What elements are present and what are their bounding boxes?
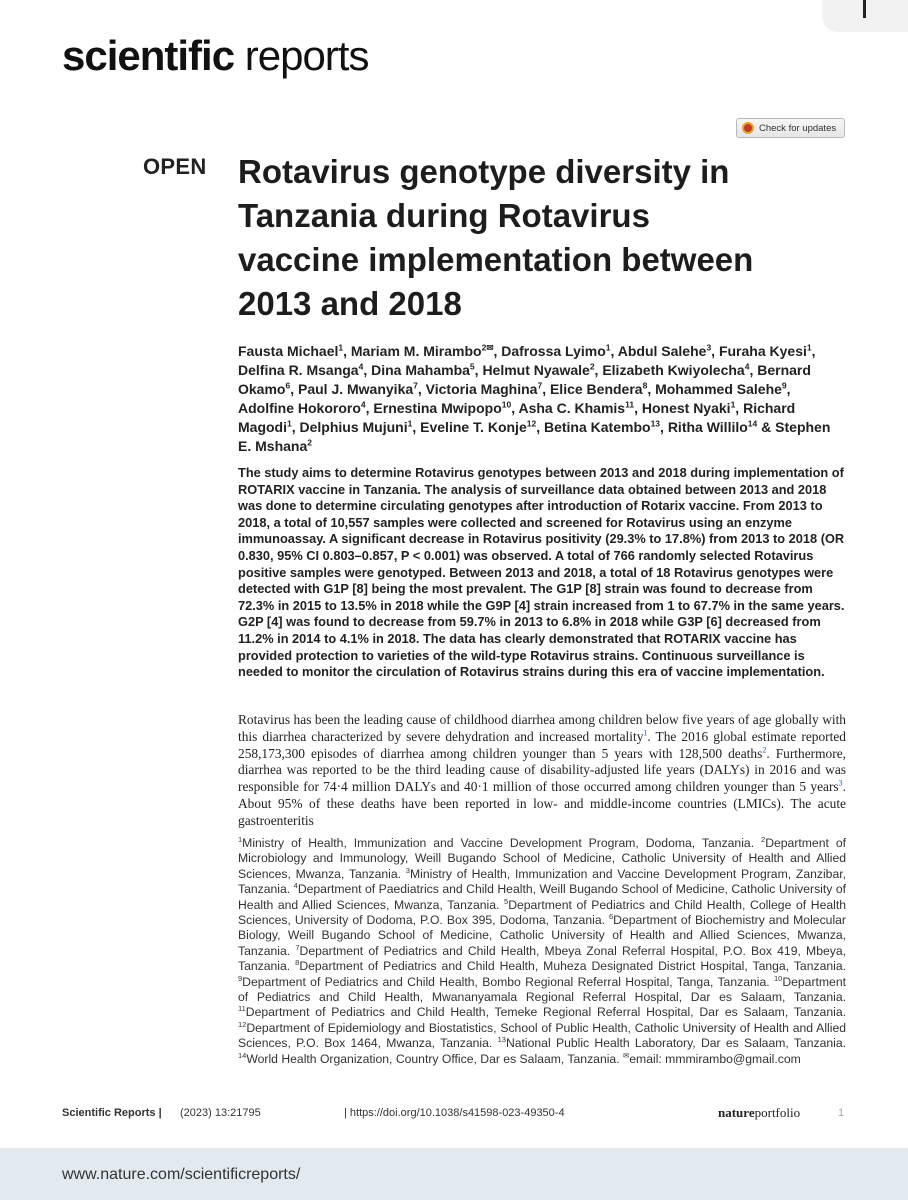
author-name[interactable]: Helmut Nyawale: [482, 362, 590, 378]
author-affiliation-ref: 3: [706, 342, 712, 353]
page-number: 1: [838, 1107, 845, 1119]
affiliation-number: 7: [295, 942, 300, 952]
author-affiliation-ref: 11: [625, 399, 635, 410]
affiliations: [238, 836, 846, 1067]
reference-link[interactable]: 2: [762, 745, 767, 755]
affiliation-number: 12: [238, 1019, 247, 1029]
author-name[interactable]: Abdul Salehe: [617, 343, 707, 359]
author-name[interactable]: Mohammed Salehe: [655, 381, 782, 397]
affiliation-text: Department of Pediatrics and Child Health, College of Health Sciences, University of Dodoma, P.O. Box 395, Dodoma, Tanzania.: [238, 897, 846, 928]
affiliation-number: 11: [238, 1004, 246, 1014]
body-text-segment: Rotavirus has been the leading cause of childhood diarrhea among children below five years of age globally with this diarrhea characterized by severe dehydration and increased mortality: [238, 712, 846, 744]
author-name[interactable]: Ritha Willilo: [667, 419, 748, 435]
author-affiliation-ref: 9: [781, 380, 787, 391]
affiliation-text: National Public Health Laboratory, Dar es Salaam, Tanzania.: [505, 1036, 846, 1051]
author-affiliation-ref: 10: [501, 399, 512, 410]
affiliation-number: 3: [405, 865, 410, 875]
affiliation-text: Department of Microbiology and Immunology, Weill Bugando School of Medicine, Catholic University of Health and Allied Sciences, Mwanza, Tanzania.: [238, 836, 846, 881]
journal-logo-light: reports: [234, 32, 369, 79]
affiliation-number: 6: [609, 911, 614, 921]
author-affiliation-ref: 6: [285, 380, 291, 391]
affiliation-text: Ministry of Health, Immunization and Vaccine Development Program, Dodoma, Tanzania.: [242, 836, 762, 850]
affiliation-number: 1: [238, 834, 243, 844]
author-name[interactable]: Richard Magodi: [238, 400, 796, 435]
author-name[interactable]: Honest Nyaki: [641, 400, 731, 416]
author-name[interactable]: Adolfine Hokororo: [238, 400, 361, 416]
affiliation-number: 2: [761, 834, 766, 844]
publisher-logo-bold: nature: [718, 1105, 755, 1120]
affiliation-text: Department of Pediatrics and Child Health, Temeke Regional Referral Hospital, Dar es Salaam, Tanzania.: [245, 1005, 846, 1020]
author-name[interactable]: Dafrossa Lyimo: [501, 343, 606, 359]
author-affiliation-ref: 8: [642, 380, 648, 391]
page-footer: [62, 1107, 848, 1123]
body-paragraph: [238, 712, 846, 830]
affiliation-number: 4: [293, 881, 298, 891]
affiliation-text: Department of Paediatrics and Child Health, Weill Bugando School of Medicine, Catholic University of Health and Allied Sciences, Mwanza, Tanzania.: [238, 882, 846, 912]
author-name[interactable]: Furaha Kyesi: [718, 343, 807, 359]
author-name[interactable]: Eveline T. Konje: [420, 419, 527, 435]
author-affiliation-ref: 1: [407, 418, 413, 429]
author-affiliation-ref: 2: [589, 361, 595, 372]
author-list: Fausta Michael$^1$, Mariam M. Mirambo$^{2✉}$, Dafrossa Lyimo$^1$, Abdul Salehe$^3$, Furaha Kyesi$^1$, Delfina R. Msanga$^4$, Dina Mahamba$^5$, Helmut Nyawale$^2$, Elizabeth Kwiyolecha$^4$, Bernard Okamo$^6$, Paul J. Mwanyika$^7$, Victoria Maghina$^7$, Elice Bendera$^8$, Mohammed Salehe$^9$, Adolfine Hokororo$^4$, Ernestina Mwipopo$^{10}$, Asha C. Khamis$^{11}$, Honest Nyaki$^1$, Richard Magodi$^1$, Delphius Mujuni$^1$, Eveline T. Konje$^{12}$, Betina Katembo$^{13}$, Ritha Willilo$^{14}$ & Stephen E. Mshana$^2$: [238, 342, 831, 454]
affiliation-text: Department of Pediatrics and Child Health, Mbeya Zonal Referral Hospital, P.O. Box 419, Mbeya, Tanzania.: [238, 943, 847, 974]
author-affiliation-ref: 1: [338, 342, 344, 353]
author-affiliation-ref: 1: [605, 342, 611, 353]
affiliation-text: email: mmmirambo@gmail.com: [629, 1051, 801, 1066]
affiliation-text: Department of Pediatrics and Child Health, Mwananyamala Regional Referral Hospital, Dar es Salaam, Tanzania.: [238, 974, 846, 1005]
publisher-logo: [718, 1105, 800, 1121]
author-affiliation-ref: 7: [537, 380, 543, 391]
affiliation-number: 10: [773, 973, 783, 983]
journal-logo[interactable]: [62, 30, 368, 82]
affiliation-number: ✉: [622, 1050, 630, 1060]
author-name[interactable]: Delfina R. Msanga: [238, 362, 359, 378]
affiliation-number: 13: [497, 1035, 506, 1045]
affiliation-text: Ministry of Health, Immunization and Vaccine Development Program, Zanzibar, Tanzania.: [238, 866, 847, 897]
author-name[interactable]: Victoria Maghina: [425, 381, 538, 397]
check-for-updates-button[interactable]: [736, 118, 845, 138]
author-affiliation-ref: 1: [730, 399, 736, 410]
reference-link[interactable]: 3: [838, 778, 843, 788]
journal-logo-bold: scientific: [62, 32, 235, 79]
author-affiliation-ref: 5: [469, 361, 475, 372]
crossmark-icon: [742, 122, 754, 134]
author-name[interactable]: Elizabeth Kwiyolecha: [602, 362, 745, 378]
author-affiliation-ref: 2: [307, 437, 312, 448]
footer-journal: Scientific Reports |: [62, 1107, 162, 1119]
affiliation-text: Department of Epidemiology and Biostatistics, School of Public Health, Catholic University of Health and Allied Sciences, P.O. Box 1464, Mwanza, Tanzania.: [238, 1020, 846, 1051]
reference-link[interactable]: 1: [643, 728, 648, 738]
author-name[interactable]: Stephen E. Mshana: [238, 419, 831, 454]
text-cursor-icon: [863, 0, 866, 18]
affiliation-number: 8: [295, 958, 300, 968]
author-name[interactable]: Asha C. Khamis: [518, 400, 626, 416]
affiliation-text: World Health Organization, Country Office, Dar es Salaam, Tanzania.: [246, 1051, 623, 1066]
author-affiliation-ref: 7: [413, 380, 418, 391]
affiliation-number: 14: [238, 1050, 247, 1060]
author-name[interactable]: Elice Bendera: [549, 381, 643, 397]
body-text-segment: . About 95% of these deaths have been reported in low- and middle-income countries (LMICs). The acute gastroenteritis: [238, 779, 846, 828]
author-name[interactable]: Betina Katembo: [543, 419, 651, 435]
author-affiliation-ref: 4: [358, 361, 364, 372]
site-url-link[interactable]: www.nature.com/scientificreports/: [62, 1166, 301, 1183]
footer-citation: (2023) 13:21795: [180, 1107, 261, 1119]
affiliation-number: 9: [238, 973, 243, 983]
author-name[interactable]: Paul J. Mwanyika: [297, 381, 414, 397]
author-name[interactable]: Fausta Michael: [238, 343, 339, 359]
author-affiliation-ref: 4: [360, 399, 366, 410]
article-title: Rotavirus genotype diversity in Tanzania during Rotavirus vaccine implementation between 2013 and 2018: [238, 153, 754, 322]
publisher-logo-light: portfolio: [754, 1105, 801, 1120]
author-affiliation-ref: 1: [806, 342, 812, 353]
author-name[interactable]: Mariam M. Mirambo: [350, 343, 482, 359]
body-text-segment: . Furthermore, diarrhea was reported to be the third leading cause of disability-adjusted life years (DALYs) in 2016 and was responsible for 74·4 million DALYs and 40·1 million of those occurred among children younger than 5 years: [238, 745, 846, 795]
author-affiliation-ref: 14: [747, 418, 758, 429]
affiliation-number: 5: [504, 896, 509, 906]
author-name[interactable]: Ernestina Mwipopo: [373, 400, 502, 416]
author-affiliation-ref: 2✉: [481, 342, 494, 353]
abstract: The study aims to determine Rotavirus genotypes between 2013 and 2018 during implementation of ROTARIX vaccine in Tanzania. The analysis of surveillance data obtained between 2013 and 2018 was done to determine circulating genotypes after introduction of Rotarix vaccine. From 2013 to 2018, a total of 10,557 samples were collected and screened for Rotavirus using an enzyme immunoassay. A significant decrease in Rotavirus positivity (29.3% to 17.8%) from 2013 to 2018 (OR 0.830, 95% CI 0.803–0.857, P < 0.001) was observed. A total of 766 randomly selected Rotavirus positive samples were genotyped. Between 2013 and 2018, a total of 18 Rotavirus genotypes were detected with G1P [8] being the most prevalent. The G1P [8] strain was found to decrease from 72.3% in 2015 to 13.5% in 2018 while the G9P [4] strain increased from 1 to 67.7% in the same years. G2P [4] was found to decrease from 59.7% in 2013 to 6.8% in 2018 while G3P [6] decreased from 11.2% in 2014 to 4.1% in 2018. The data has clearly demonstrated that ROTARIX vaccine has provided protection to varieties of the wild-type Rotavirus strains. Continuous surveillance is needed to monitor the circulation of Rotavirus strains during this era of vaccine implementation.: [238, 465, 845, 680]
footer-doi-link[interactable]: | https://doi.org/10.1038/s41598-023-49350-4: [344, 1107, 565, 1119]
affiliation-text: Department of Pediatrics and Child Health, Muheza Designated District Hospital, Tanga, Tanzania.: [299, 959, 846, 974]
affiliation-text: Department of Pediatrics and Child Health, Bombo Regional Referral Hospital, Tanga, Tanzania.: [242, 974, 774, 989]
body-text-segment: . The 2016 global estimate reported 258,173,300 episodes of diarrhea among children younger than 5 years with 128,500 deaths: [238, 728, 846, 761]
author-affiliation-ref: 12: [526, 418, 537, 429]
open-access-label: OPEN: [143, 154, 207, 179]
author-affiliation-ref: 13: [650, 418, 661, 429]
affiliation-text: Department of Biochemistry and Molecular Biology, Weill Bugando School of Medicine, Catholic University of Health and Allied Sciences, Mwanza, Tanzania.: [238, 913, 846, 958]
author-name[interactable]: Dina Mahamba: [371, 362, 470, 378]
author-affiliation-ref: 1: [287, 418, 292, 429]
author-affiliation-ref: 4: [744, 361, 750, 372]
author-name[interactable]: Bernard Okamo: [238, 362, 811, 397]
author-name[interactable]: Delphius Mujuni: [299, 419, 408, 435]
check-for-updates-label: Check for updates: [759, 122, 837, 134]
